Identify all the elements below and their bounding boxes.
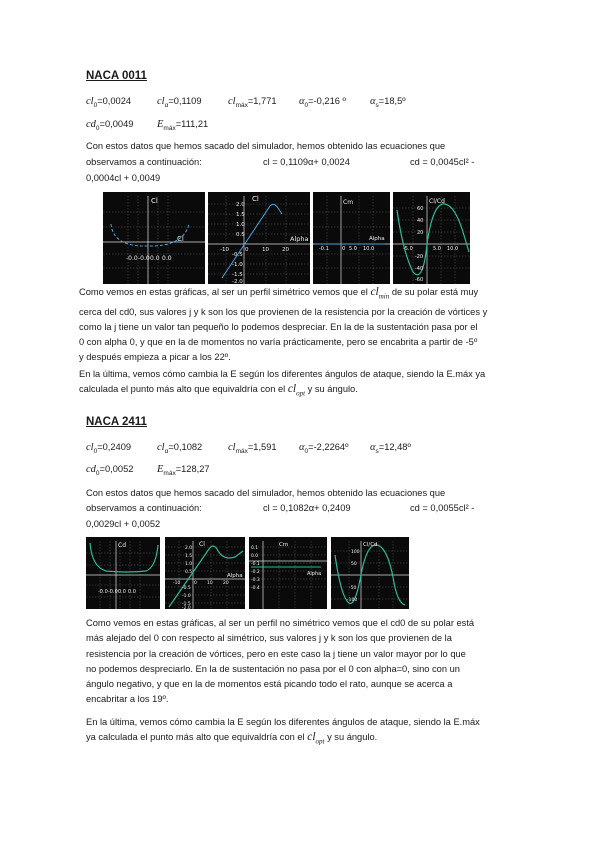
moment-tick: 5.0: [349, 246, 357, 252]
text-line: encabritar a los 19º.: [86, 694, 169, 705]
moment-tick: -0.2: [251, 570, 260, 575]
moment-axis-label: Alpha: [307, 571, 322, 577]
param-cd0: $cd_0=0,0049$: [86, 119, 134, 132]
param-cl0: $cl_0=0,0024$: [86, 96, 132, 109]
lift-tick: -1.5: [182, 602, 191, 607]
lift-tick: 20: [223, 581, 229, 586]
param-alpha-s: $\alpha_s=18,5º$: [370, 96, 406, 109]
text-line: y su ángulo.: [327, 732, 378, 743]
param-alpha-s: $\alpha_s=12,48º$: [370, 442, 411, 455]
equations-lead: observamos a continuación:: [86, 503, 202, 513]
lift-tick: 1.5: [236, 212, 245, 218]
lift-tick: -2.0: [232, 279, 243, 284]
text-line: y después empieza a picar a los 22º.: [79, 352, 231, 363]
section-title-naca-2411: NACA 2411: [86, 416, 147, 428]
cl-opt-symbol: $cl_{opt}$: [287, 383, 306, 398]
text-line: como la j tiene un valor tan pequeño lo podemos despreciar. En la de la sustentación pasa por el: [79, 321, 478, 332]
efficiency-plot: [331, 537, 409, 609]
text-line: cerca del cd0, sus valores j y k son los que provienen de la resistencia por la creación de vórtices y: [79, 306, 488, 317]
equation-cd-continuation: 0,0029cl + 0,0052: [86, 519, 161, 529]
cl-min-symbol: $cl_{min}$: [370, 286, 390, 301]
param-cl-max: $cl_{máx}=1,591$: [228, 442, 277, 455]
efficiency-title: Cl/Cd: [429, 198, 445, 205]
efficiency-tick: 60: [417, 206, 424, 212]
moment-tick: 0.1: [251, 546, 259, 551]
text-line: y su ángulo.: [307, 384, 358, 395]
polar-title: Cd: [118, 542, 126, 549]
text-line: ya calculada el punto más alto que equivaldría con el: [86, 732, 305, 743]
section-title-naca-0011: NACA 0011: [86, 70, 147, 82]
polar-tick: 0.0: [150, 255, 160, 262]
param-e-max: $E_{máx}=128,27$: [157, 464, 210, 477]
lift-tick: -2.0: [182, 606, 191, 609]
equations-lead: observamos a continuación:: [86, 157, 202, 167]
efficiency-tick: 20: [417, 230, 424, 236]
param-alpha0: $\alpha_0=-0,216$ º: [299, 96, 346, 109]
equation-cd-continuation: 0,0004cl + 0,0049: [86, 173, 161, 183]
lift-tick: 0: [245, 247, 249, 253]
equation-cd: cd = 0,0045cl² -: [410, 157, 475, 167]
lift-tick: -1.0: [232, 262, 243, 268]
polar-tick: 0.0: [128, 589, 136, 595]
param-cl0: $cl_0=0,2409$: [86, 442, 132, 455]
moment-tick: -0.4: [251, 586, 260, 591]
text-line: resistencia por la creación de vórtices, pero en este caso la j tiene un valor mayor por lo que: [86, 648, 466, 659]
moment-axis-label: Alpha: [369, 236, 385, 242]
efficiency-tick: 10.0: [447, 246, 459, 252]
lift-tick: 1.0: [236, 222, 245, 228]
efficiency-paragraph: [86, 715, 516, 750]
analysis-paragraph: [79, 285, 519, 366]
polar-plot: [103, 192, 205, 284]
lift-tick: -10: [220, 247, 229, 253]
param-alpha0: $\alpha_0=-2,2264º$: [299, 442, 349, 455]
polar-tick: -0.0: [108, 589, 118, 595]
text-line: de su polar está muy: [391, 287, 479, 297]
text-line: no podemos despreciarlo. En la de sustentación no pasa por el 0 con alpha=0, sino con un: [86, 663, 460, 674]
param-cd0: $cd_0=0,0052$: [86, 464, 134, 477]
polar-plot: [86, 537, 160, 609]
lift-tick: -10: [173, 581, 181, 586]
moment-plot: [249, 537, 327, 609]
text-line: Como vemos en estas gráficas, al ser un perfil no simétrico vemos que el cd0 de su polar está: [86, 618, 475, 628]
equation-cl: cl = 0,1109α+ 0,0024: [263, 157, 350, 167]
polar-tick: -0.0: [126, 255, 138, 262]
moment-tick: 0: [342, 246, 346, 252]
lift-plot: [208, 192, 310, 284]
analysis-paragraph: [86, 616, 516, 708]
polar-tick: -0.0: [98, 589, 108, 595]
efficiency-tick: 50: [351, 562, 357, 567]
lift-tick: 1.5: [185, 554, 193, 559]
efficiency-tick: 100: [351, 550, 360, 555]
lift-axis-label: Alpha: [227, 573, 243, 579]
lift-tick: 1.0: [185, 562, 193, 567]
lift-tick: 0.5: [185, 570, 193, 575]
efficiency-title: Cl/Cd: [363, 542, 378, 548]
equations-intro: Con estos datos que hemos sacado del simulador, hemos obtenido las ecuaciones que: [86, 488, 446, 498]
lift-tick: 2.0: [185, 546, 193, 551]
efficiency-tick: -20: [415, 254, 424, 260]
text-line: más alejado del 0 con respecto al simétrico, sus valores j y k son los que provienen de la: [86, 633, 452, 644]
efficiency-tick: -60: [415, 277, 424, 283]
text-line: calculada el punto más alto que equivaldría con el: [79, 384, 286, 395]
lift-tick: -0.5: [182, 586, 191, 591]
lift-tick: 20: [282, 247, 289, 253]
lift-tick: 0.5: [236, 232, 245, 238]
lift-tick: 10: [262, 247, 269, 253]
text-line: En la última, vemos cómo cambia la E según los diferentes ángulos de ataque, siendo la E.máx: [86, 717, 480, 727]
lift-tick: 10: [207, 581, 213, 586]
efficiency-tick: 5.0: [433, 246, 441, 252]
efficiency-tick: -5.0: [403, 246, 413, 252]
text-line: En la última, vemos cómo cambia la E según los diferentes ángulos de ataque, siendo la E.máx ya: [79, 369, 486, 379]
moment-title: Cm: [279, 542, 289, 548]
moment-tick: -0.3: [251, 578, 260, 583]
text-line: 0 con alpha 0, y que en la de momentos no varía prácticamente, pero se encabrita a partir de -5º: [79, 337, 478, 348]
moment-title: Cm: [343, 199, 354, 206]
efficiency-paragraph: [79, 367, 519, 402]
efficiency-tick: 40: [417, 218, 424, 224]
param-e-max: $E_{máx}=111,21$: [157, 119, 209, 132]
lift-tick: -1.5: [232, 272, 243, 278]
efficiency-tick: -100: [347, 598, 358, 603]
equation-cd: cd = 0,0055cl² -: [410, 503, 475, 513]
lift-title: Cl: [252, 195, 259, 203]
efficiency-plot: [393, 192, 470, 284]
lift-axis-label: Alpha: [290, 235, 309, 243]
moment-tick: 10.0: [363, 246, 375, 252]
lift-tick: 0: [194, 581, 197, 586]
param-cl-max: $cl_{máx}=1,771$: [228, 96, 277, 109]
moment-tick: 0.0: [251, 554, 259, 559]
efficiency-tick: -50: [349, 586, 357, 591]
text-line: Como vemos en estas gráficas, al ser un perfil simétrico vemos que el: [79, 287, 368, 297]
equations-intro: Con estos datos que hemos sacado del simulador, hemos obtenido las ecuaciones que: [86, 141, 446, 151]
lift-plot: [165, 537, 245, 609]
moment-plot: [313, 192, 390, 284]
efficiency-tick: -40: [415, 266, 424, 272]
polar-tick: 0.0: [118, 589, 126, 595]
lift-tick: -1.0: [182, 594, 191, 599]
equation-cl: cl = 0,1082α+ 0,2409: [263, 503, 351, 513]
moment-tick: -0.1: [251, 562, 260, 567]
polar-tick: 0.0: [162, 255, 172, 262]
polar-title: Cl: [151, 197, 158, 205]
cl-opt-symbol: $cl_{opt}$: [307, 731, 325, 746]
lift-title: Cl: [199, 541, 205, 548]
lift-tick: 2.0: [236, 202, 245, 208]
moment-tick: -0.1: [319, 246, 329, 252]
text-line: ángulo negativo, y que en la de momentos está picando todo el rato, aunque se acerca a: [86, 679, 453, 690]
param-cl-alpha: $cl_\alpha=0,1082$: [157, 442, 203, 455]
polar-axis-label: Cl: [177, 235, 184, 243]
param-cl-alpha: $cl_\alpha=0,1109$: [157, 96, 202, 109]
polar-tick: -0.0: [138, 255, 150, 262]
lift-tick: -0.5: [232, 252, 243, 258]
